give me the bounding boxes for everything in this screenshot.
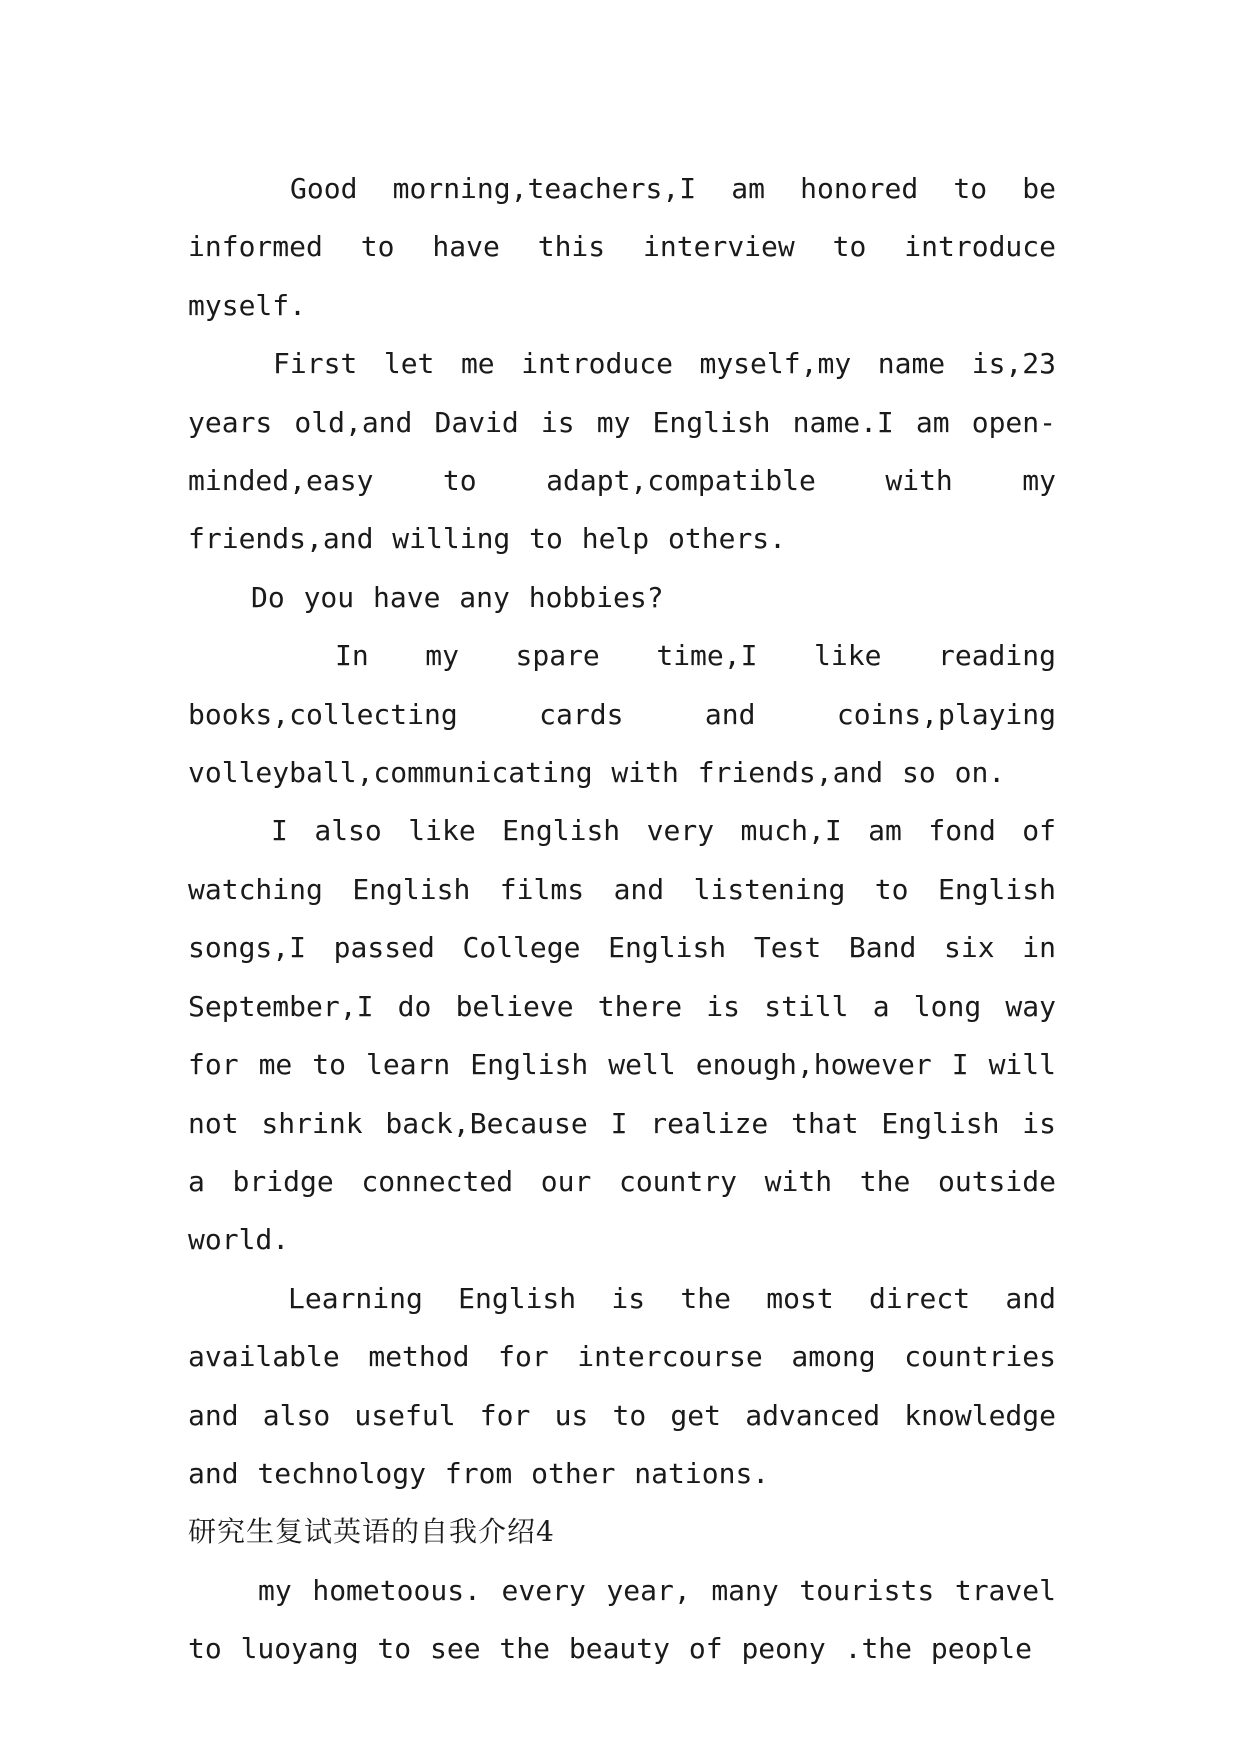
paragraph-hometown: my hometoous. every year, many tourists travel to luoyang to see the beauty of peony .the people xyxy=(188,1573,1056,1666)
paragraph-english-interest: I also like English very much,I am fond of watching English films and listening to English songs,I passed College English Test Band six in September,I do believe there is still a long way for me to learn English well enough,however I will not shrink back,Because I realize that English is a bridge connected our country with the outside world. xyxy=(188,814,1056,1257)
paragraph-hobbies-question: Do you have any hobbies? xyxy=(251,580,664,614)
paragraph-introduction: First let me introduce myself,my name is,23 years old,and David is my English name.I am open-minded,easy to adapt,compatible with my friends,and willing to help others. xyxy=(188,347,1056,556)
section-heading: 研究生复试英语的自我介绍4 xyxy=(188,1515,555,1549)
paragraph-greeting: Good morning,teachers,I am honored to be informed to have this interview to introduce myself. xyxy=(188,172,1056,322)
paragraph-learning-english: Learning English is the most direct and available method for intercourse among countries and also useful for us to get advanced knowledge and technology from other nations. xyxy=(188,1281,1056,1490)
document-body xyxy=(188,160,1056,1679)
paragraph-hobbies-answer: In my spare time,I like reading books,collecting cards and coins,playing volleyball,communicating with friends,and so on. xyxy=(188,639,1056,790)
